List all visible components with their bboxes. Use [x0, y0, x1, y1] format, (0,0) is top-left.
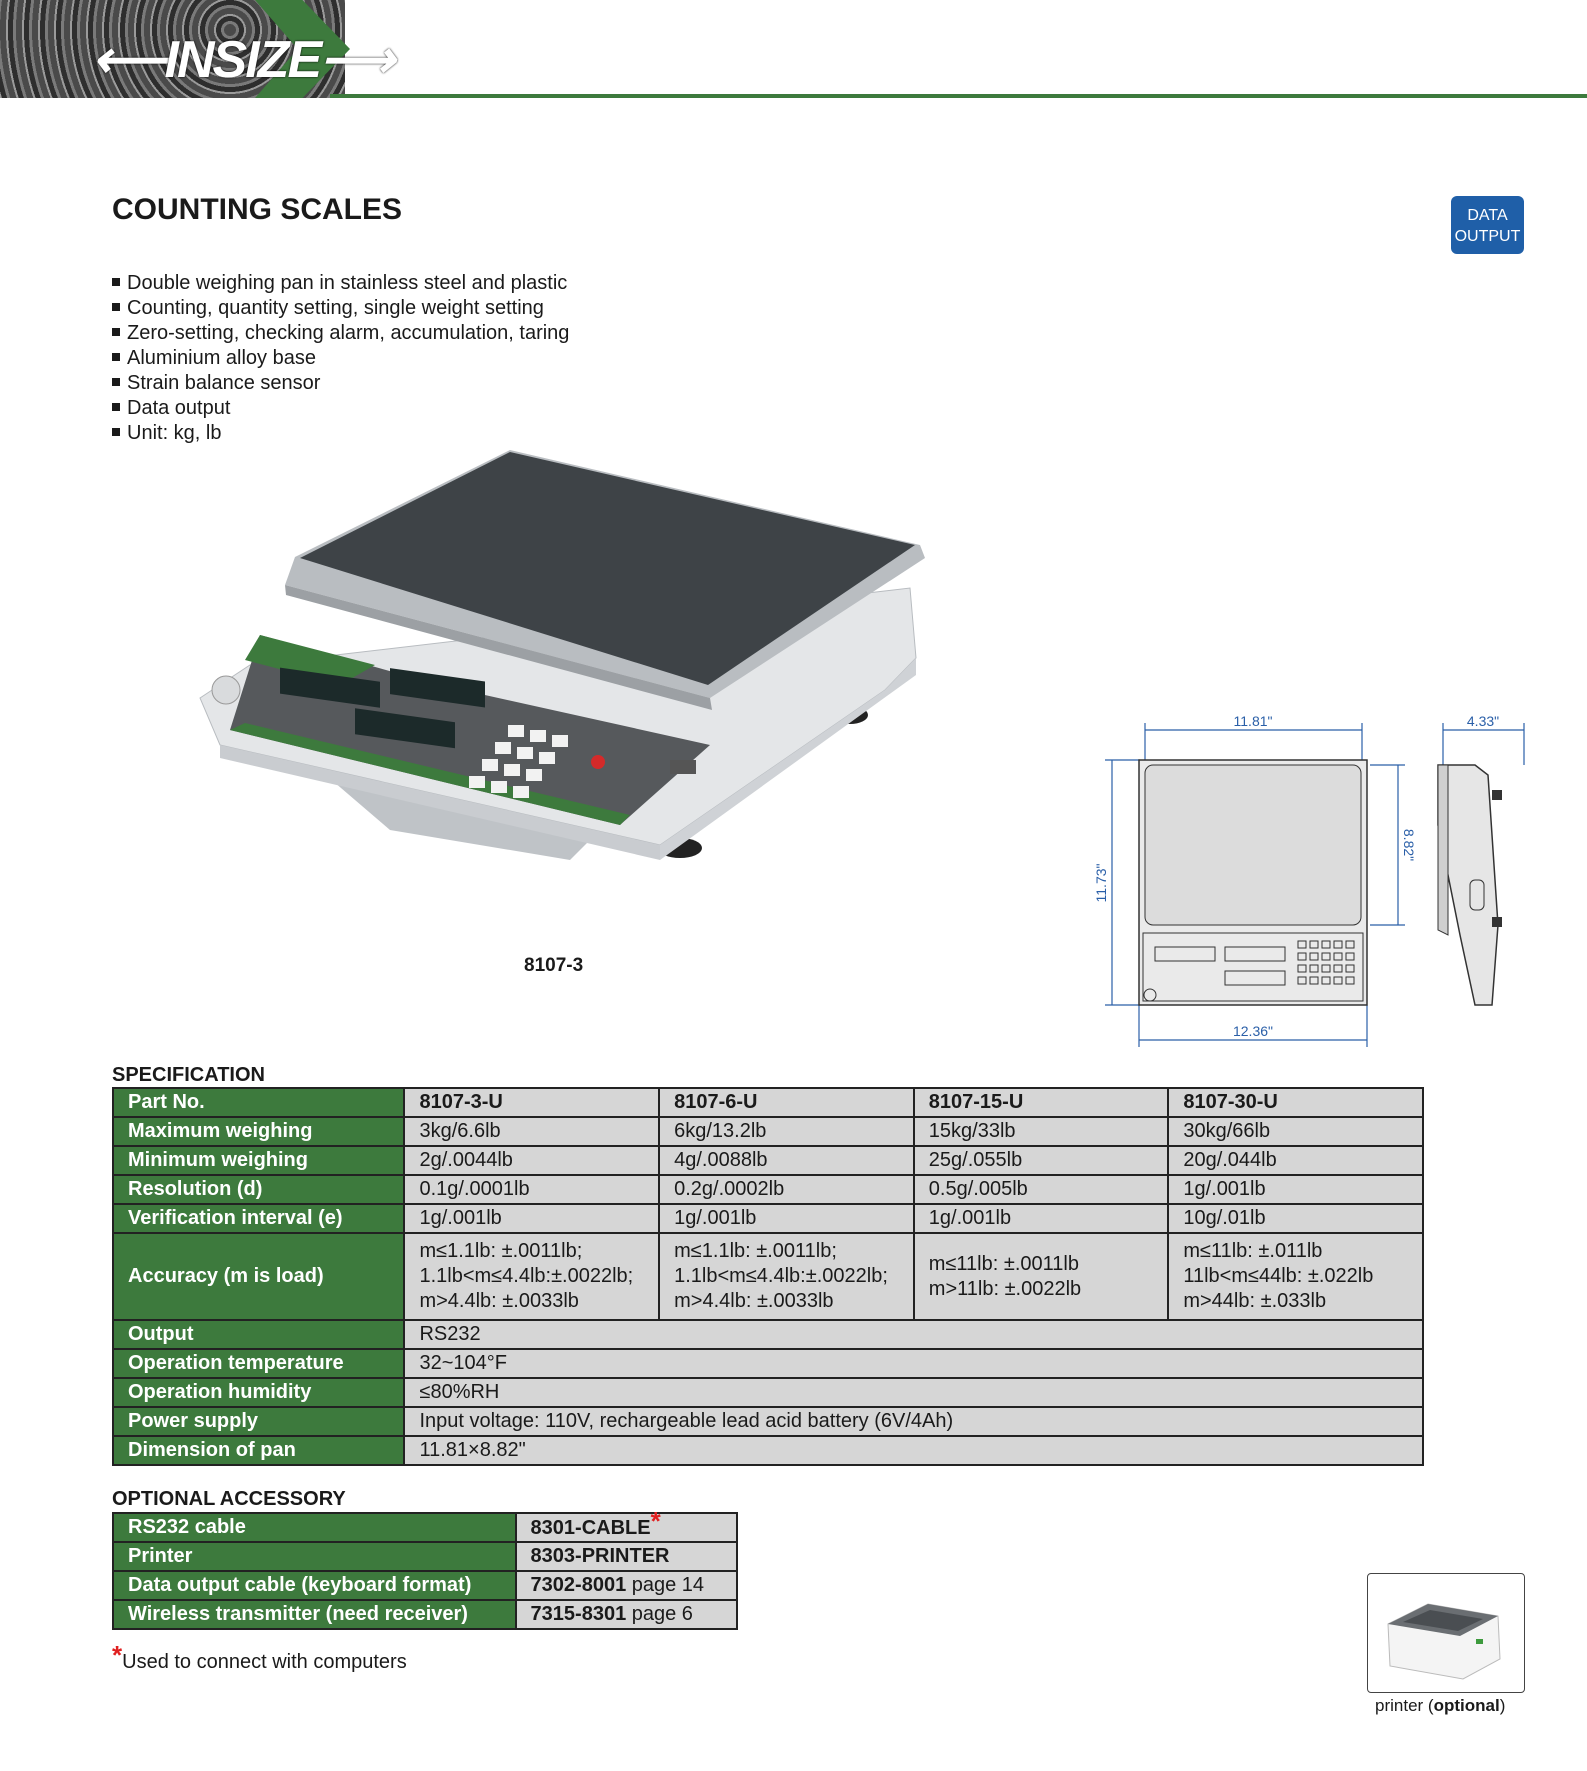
- row-label: Data output cable (keyboard format): [113, 1571, 516, 1600]
- cell-line: m>4.4lb: ±.0033lb: [674, 1290, 834, 1312]
- table-cell: [516, 1571, 737, 1600]
- feature-item: Data output: [112, 396, 569, 421]
- product-model-label: 8107-3: [524, 955, 584, 976]
- data-port: [670, 760, 696, 774]
- feature-item: Aluminium alloy base: [112, 346, 569, 371]
- table-cell: [659, 1233, 914, 1320]
- model-header: 8107-3-U: [404, 1088, 659, 1117]
- accessory-code: 7315-8301: [530, 1603, 627, 1625]
- spec-heading: SPECIFICATION: [112, 1064, 265, 1086]
- table-cell: 1g/.001lb: [914, 1204, 1169, 1233]
- row-label: Printer: [113, 1542, 516, 1571]
- table-cell: [914, 1233, 1169, 1320]
- cell-line: m≤11lb: ±.011lb: [1183, 1240, 1323, 1262]
- row-label: Dimension of pan: [113, 1436, 404, 1465]
- footnote: [112, 1640, 407, 1674]
- dim-side-depth: 4.33": [1466, 713, 1500, 729]
- row-label: Verification interval (e): [113, 1204, 404, 1233]
- row-label: Minimum weighing: [113, 1146, 404, 1175]
- table-cell: 6kg/13.2lb: [659, 1117, 914, 1146]
- cell-line: 1.1lb<m≤4.4lb:±.0022lb;: [674, 1265, 888, 1287]
- logo-text: INSIZE: [164, 31, 321, 89]
- row-label: Operation humidity: [113, 1378, 404, 1407]
- accessory-table: [112, 1505, 738, 1630]
- header-banner: [0, 0, 1587, 100]
- table-cell: [516, 1600, 737, 1629]
- table-row: [113, 1513, 737, 1542]
- table-cell: 0.1g/.0001lb: [404, 1175, 659, 1204]
- side-view-foot: [1492, 790, 1502, 800]
- dimension-drawing: [1080, 705, 1540, 1055]
- accessory-heading: OPTIONAL ACCESSORY: [112, 1488, 346, 1510]
- page-reference: page 14: [626, 1574, 705, 1596]
- row-label: Wireless transmitter (need receiver): [113, 1600, 516, 1629]
- table-cell: 32~104°F: [404, 1349, 1423, 1378]
- accessory-code: 8303-PRINTER: [530, 1545, 670, 1567]
- table-cell: 4g/.0088lb: [659, 1146, 914, 1175]
- cell-line: 11lb<m≤44lb: ±.022lb: [1183, 1265, 1374, 1287]
- table-cell: 3kg/6.6lb: [404, 1117, 659, 1146]
- table-row: [113, 1233, 1423, 1320]
- table-cell: 1g/.001lb: [1168, 1175, 1423, 1204]
- table-cell: 25g/.055lb: [914, 1146, 1169, 1175]
- footnote-star-icon: *: [112, 1640, 123, 1670]
- feature-list: [112, 271, 569, 446]
- caption-suffix: ): [1499, 1696, 1506, 1715]
- accessory-code: 7302-8001: [530, 1574, 627, 1596]
- table-row: [113, 1349, 1423, 1378]
- cell-line: m≤1.1lb: ±.0011lb;: [419, 1240, 583, 1262]
- feature-item: Unit: kg, lb: [112, 421, 569, 446]
- feature-item: Strain balance sensor: [112, 371, 569, 396]
- cell-line: m>44lb: ±.033lb: [1183, 1290, 1327, 1312]
- side-view-pan: [1438, 765, 1448, 935]
- cell-line: m≤1.1lb: ±.0011lb;: [674, 1240, 837, 1262]
- table-cell: 15kg/33lb: [914, 1117, 1169, 1146]
- brand-logo: [92, 30, 393, 90]
- badge-line-2: OUTPUT: [1454, 228, 1521, 245]
- table-cell: 0.5g/.005lb: [914, 1175, 1169, 1204]
- table-cell: 20g/.044lb: [1168, 1146, 1423, 1175]
- row-label: Output: [113, 1320, 404, 1349]
- dim-top-width: 11.81": [1233, 713, 1273, 729]
- level-bubble: [212, 676, 240, 704]
- table-row: [113, 1117, 1423, 1146]
- table-cell: Input voltage: 110V, rechargeable lead acid battery (6V/4Ah): [404, 1407, 1423, 1436]
- table-row: [113, 1204, 1423, 1233]
- table-cell: 1g/.001lb: [659, 1204, 914, 1233]
- feature-item: Counting, quantity setting, single weight setting: [112, 296, 569, 321]
- table-row: [113, 1378, 1423, 1407]
- table-row: [113, 1600, 737, 1629]
- model-header: 8107-15-U: [914, 1088, 1169, 1117]
- printer-image: [1368, 1574, 1523, 1691]
- badge-line-1: DATA: [1467, 207, 1508, 224]
- cell-line: 1.1lb<m≤4.4lb:±.0022lb;: [419, 1265, 634, 1287]
- cell-line: m>4.4lb: ±.0033lb: [419, 1290, 579, 1312]
- caption-prefix: printer (: [1375, 1696, 1434, 1715]
- dim-overall-depth: 11.73": [1093, 863, 1109, 903]
- table-cell: [516, 1505, 737, 1542]
- table-cell: ≤80%RH: [404, 1378, 1423, 1407]
- caption-optional: optional: [1433, 1696, 1500, 1715]
- side-view-foot: [1492, 917, 1502, 927]
- model-header: 8107-30-U: [1168, 1088, 1423, 1117]
- table-cell: [516, 1542, 737, 1571]
- page-title: COUNTING SCALES: [112, 193, 403, 226]
- scale-product-image: [190, 440, 950, 890]
- power-button: [591, 755, 605, 769]
- dim-pan-depth: 8.82": [1401, 828, 1417, 862]
- top-view-pan: [1145, 765, 1361, 925]
- dim-overall-width: 12.36": [1232, 1023, 1274, 1039]
- table-row: [113, 1571, 737, 1600]
- table-cell: [1168, 1233, 1423, 1320]
- header-rule: [330, 94, 1587, 98]
- row-label: Operation temperature: [113, 1349, 404, 1378]
- table-row: [113, 1542, 737, 1571]
- table-row: [113, 1320, 1423, 1349]
- table-cell: 11.81×8.82": [404, 1436, 1423, 1465]
- row-label: RS232 cable: [113, 1513, 516, 1542]
- logo-arrow-left-icon: ⟵: [92, 31, 165, 89]
- model-header: 8107-6-U: [659, 1088, 914, 1117]
- row-label: Resolution (d): [113, 1175, 404, 1204]
- table-cell: 2g/.0044lb: [404, 1146, 659, 1175]
- table-cell: 0.2g/.0002lb: [659, 1175, 914, 1204]
- data-output-badge: [1451, 196, 1524, 254]
- logo-arrow-right-icon: ⟶: [320, 31, 393, 89]
- row-label: Accuracy (m is load): [113, 1233, 404, 1320]
- table-row: [113, 1407, 1423, 1436]
- feature-item: Zero-setting, checking alarm, accumulation, taring: [112, 321, 569, 346]
- table-row: [113, 1436, 1423, 1465]
- table-row: [113, 1088, 1423, 1117]
- table-row: [113, 1146, 1423, 1175]
- printer-image-frame: [1367, 1573, 1525, 1693]
- table-cell: 30kg/66lb: [1168, 1117, 1423, 1146]
- table-cell: 10g/.01lb: [1168, 1204, 1423, 1233]
- page-reference: page 6: [626, 1603, 693, 1625]
- cell-line: m≤11lb: ±.0011lb: [928, 1252, 1079, 1275]
- feature-item: Double weighing pan in stainless steel and plastic: [112, 271, 569, 296]
- row-label: Maximum weighing: [113, 1117, 404, 1146]
- cell-line: m>11lb: ±.0022lb: [928, 1277, 1082, 1300]
- table-row: [113, 1175, 1423, 1204]
- required-star-icon: *: [650, 1505, 661, 1536]
- footnote-text: Used to connect with computers: [122, 1651, 407, 1673]
- row-label: Power supply: [113, 1407, 404, 1436]
- spec-table: [112, 1087, 1424, 1466]
- table-cell: 1g/.001lb: [404, 1204, 659, 1233]
- table-cell: [404, 1233, 659, 1320]
- printer-caption: [1375, 1696, 1505, 1716]
- row-label: Part No.: [113, 1088, 404, 1117]
- printer-led: [1476, 1639, 1483, 1644]
- table-cell: RS232: [404, 1320, 1423, 1349]
- accessory-code: 8301-CABLE: [530, 1516, 651, 1539]
